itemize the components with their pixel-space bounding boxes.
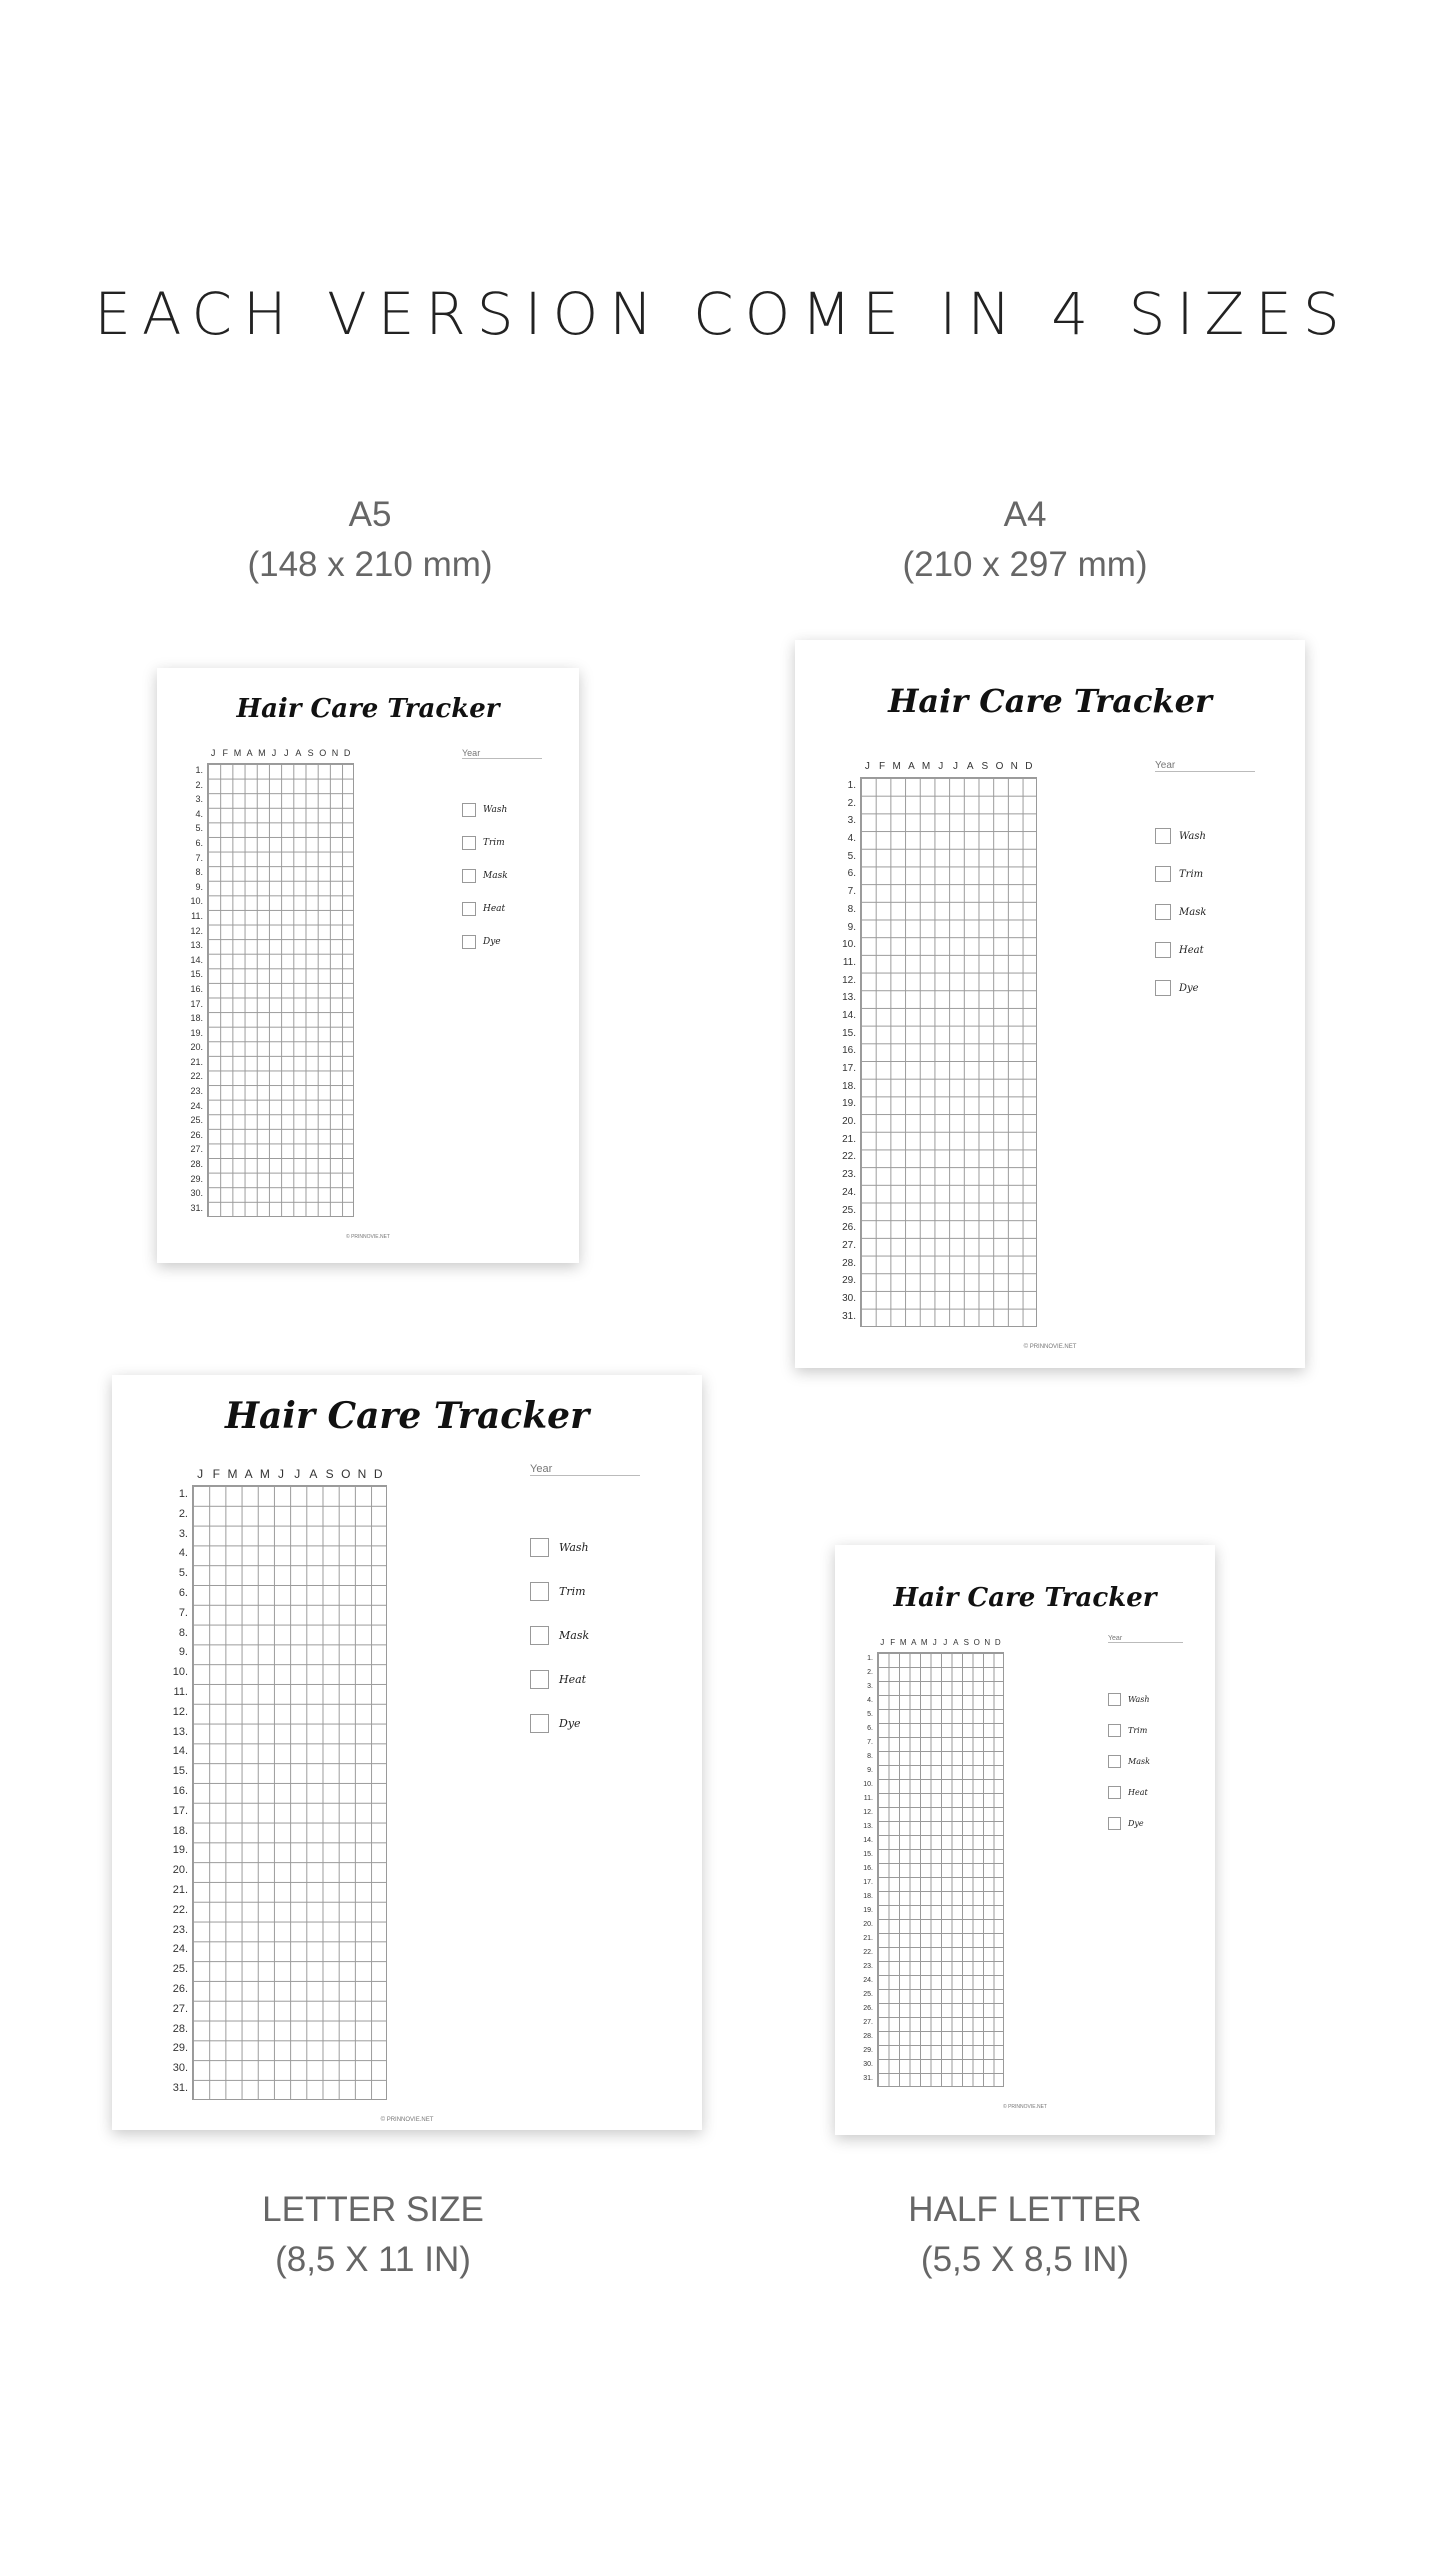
- legend-item[interactable]: [530, 1714, 589, 1733]
- day-number: 7.: [867, 1739, 873, 1746]
- day-number: 18.: [842, 1080, 856, 1092]
- checkbox[interactable]: [530, 1670, 549, 1689]
- size-label-half-letter: [765, 2185, 1285, 2285]
- month-label: J: [271, 748, 277, 758]
- size-name: A5: [348, 495, 392, 534]
- day-number: 2.: [195, 779, 203, 790]
- day-number: 1.: [195, 765, 203, 775]
- day-number: 4.: [178, 1547, 188, 1560]
- day-number: 30.: [842, 1292, 856, 1304]
- day-number: 1.: [178, 1488, 188, 1500]
- month-label: N: [984, 1638, 991, 1647]
- legend-item[interactable]: [530, 1626, 589, 1645]
- tracker-title: Hair Care Tracker: [888, 682, 1212, 720]
- day-number: 29.: [842, 1275, 856, 1287]
- month-label: J: [197, 1467, 204, 1481]
- month-label: O: [341, 1467, 351, 1481]
- day-number: 7.: [178, 1606, 188, 1619]
- month-header: [877, 1638, 1003, 1647]
- day-number: 5.: [195, 823, 203, 834]
- day-number: 18.: [190, 1013, 203, 1024]
- month-label: N: [331, 748, 339, 758]
- day-number: 29.: [863, 2047, 873, 2054]
- footer-credit: © PRINNOVIE.NET: [380, 2116, 434, 2123]
- day-number: 25.: [172, 1963, 188, 1976]
- size-label-a4: [765, 490, 1285, 590]
- day-number: 24.: [190, 1100, 203, 1111]
- day-number: 26.: [842, 1222, 856, 1234]
- legend-label: Wash: [1179, 830, 1206, 842]
- day-number: 2.: [178, 1507, 188, 1520]
- day-number: 18.: [863, 1893, 873, 1900]
- legend-label: Wash: [483, 805, 508, 815]
- day-number: 27.: [172, 2002, 188, 2015]
- legend-item[interactable]: [530, 1670, 589, 1689]
- day-number: 19.: [842, 1098, 856, 1110]
- day-number: 6.: [178, 1586, 188, 1599]
- month-label: A: [953, 1638, 959, 1647]
- day-number: 20.: [190, 1042, 203, 1053]
- month-label: F: [212, 1467, 220, 1481]
- legend-label: Dye: [1179, 982, 1199, 994]
- day-number: 20.: [842, 1116, 856, 1128]
- day-number: 11.: [842, 956, 856, 968]
- day-number: 17.: [172, 1804, 188, 1817]
- day-number: 11.: [191, 910, 203, 921]
- size-dimensions: (210 x 297 mm): [902, 545, 1148, 584]
- month-label: J: [278, 1467, 285, 1481]
- month-label: J: [943, 1638, 948, 1647]
- day-number: 8.: [195, 867, 203, 878]
- day-number: 16.: [172, 1784, 188, 1797]
- day-number: 22.: [172, 1903, 188, 1916]
- tracker-grid[interactable]: [877, 1652, 1004, 2087]
- legend-label: Trim: [559, 1585, 586, 1598]
- day-number: 25.: [190, 1115, 203, 1126]
- size-dimensions: (8,5 X 11 IN): [275, 2240, 471, 2279]
- day-number: 22.: [863, 1949, 873, 1956]
- day-number: 24.: [863, 1977, 873, 1984]
- size-name: LETTER SIZE: [262, 2190, 484, 2229]
- day-number: 23.: [842, 1169, 856, 1181]
- day-number: 26.: [172, 1982, 188, 1995]
- legend-label: Wash: [1128, 1695, 1150, 1704]
- month-label: A: [295, 748, 302, 758]
- checkbox[interactable]: [530, 1582, 549, 1601]
- day-number: 27.: [190, 1144, 203, 1155]
- day-number: 21.: [172, 1883, 188, 1896]
- size-label-a5: [110, 490, 630, 590]
- day-number: 31.: [842, 1310, 856, 1322]
- legend-label: Trim: [1128, 1726, 1148, 1735]
- month-label: A: [309, 1467, 318, 1481]
- day-number: 5.: [867, 1711, 873, 1718]
- legend-item[interactable]: [1155, 904, 1206, 920]
- day-number: 5.: [847, 850, 856, 862]
- tracker-title: Hair Care Tracker: [224, 1395, 590, 1437]
- legend-label: Trim: [1179, 868, 1204, 880]
- month-label: J: [283, 748, 289, 758]
- day-number: 28.: [190, 1159, 203, 1170]
- legend-item[interactable]: [1108, 1817, 1150, 1830]
- day-number: 30.: [172, 2062, 188, 2075]
- year-field[interactable]: Year: [1108, 1635, 1183, 1643]
- checkbox[interactable]: [1108, 1755, 1121, 1768]
- day-number: 21.: [842, 1133, 856, 1145]
- size-label-letter: [113, 2185, 633, 2285]
- legend-label: Wash: [559, 1541, 589, 1554]
- legend-label: Mask: [1179, 906, 1207, 918]
- legend: [462, 803, 508, 949]
- month-label: S: [981, 761, 989, 772]
- month-label: F: [222, 748, 229, 758]
- month-label: A: [244, 1467, 253, 1481]
- legend-item[interactable]: [1108, 1724, 1150, 1737]
- day-number: 9.: [847, 921, 856, 933]
- day-number: 12.: [190, 925, 203, 936]
- day-number: 4.: [195, 808, 203, 819]
- day-number: 8.: [178, 1626, 188, 1639]
- legend-label: Mask: [1128, 1757, 1150, 1766]
- legend-label: Heat: [1179, 944, 1204, 956]
- day-number: 24.: [172, 1943, 188, 1956]
- checkbox[interactable]: [462, 935, 476, 949]
- legend: [1155, 828, 1206, 996]
- legend-label: Dye: [559, 1717, 581, 1730]
- day-numbers: [181, 763, 203, 1215]
- legend-item[interactable]: [462, 803, 508, 817]
- day-number: 16.: [190, 983, 203, 994]
- month-label: D: [1025, 761, 1033, 772]
- year-field[interactable]: Year: [530, 1463, 640, 1476]
- month-label: J: [210, 748, 216, 758]
- day-number: 12.: [863, 1809, 873, 1816]
- month-label: D: [373, 1467, 383, 1481]
- day-number: 20.: [863, 1921, 873, 1928]
- day-number: 8.: [847, 903, 856, 915]
- day-number: 7.: [195, 852, 203, 863]
- day-number: 30.: [190, 1188, 203, 1199]
- month-label: D: [994, 1638, 1001, 1647]
- day-number: 10.: [190, 896, 203, 907]
- month-label: M: [921, 761, 931, 772]
- day-number: 4.: [847, 833, 856, 845]
- month-label: F: [878, 761, 886, 772]
- day-number: 26.: [190, 1129, 203, 1140]
- day-numbers: [834, 777, 856, 1325]
- footer-credit: © PRINNOVIE.NET: [346, 1233, 390, 1240]
- month-label: S: [307, 748, 314, 758]
- legend-label: Heat: [483, 904, 506, 914]
- month-label: O: [995, 761, 1004, 772]
- day-number: 6.: [867, 1725, 873, 1732]
- day-number: 7.: [847, 886, 856, 898]
- day-number: 28.: [863, 2033, 873, 2040]
- checkbox[interactable]: [530, 1538, 549, 1557]
- day-number: 13.: [863, 1823, 873, 1830]
- size-name: A4: [1003, 495, 1047, 534]
- legend-item[interactable]: [462, 902, 508, 916]
- day-number: 21.: [190, 1056, 203, 1067]
- legend-item[interactable]: [1108, 1786, 1150, 1799]
- day-number: 18.: [172, 1824, 188, 1837]
- month-label: J: [952, 761, 958, 772]
- legend-label: Trim: [483, 838, 505, 848]
- page-headline: EACH VERSION COME IN 4 SIZES: [94, 280, 1351, 348]
- month-label: J: [880, 1638, 885, 1647]
- day-number: 10.: [863, 1781, 873, 1788]
- legend-item[interactable]: [462, 869, 508, 883]
- day-number: 8.: [867, 1753, 873, 1760]
- day-number: 30.: [863, 2061, 873, 2068]
- day-number: 28.: [842, 1257, 856, 1269]
- day-number: 17.: [190, 998, 203, 1009]
- legend-label: Dye: [1128, 1819, 1144, 1828]
- tracker-grid[interactable]: [192, 1485, 387, 2100]
- day-number: 15.: [863, 1851, 873, 1858]
- day-number: 14.: [842, 1009, 856, 1021]
- day-number: 14.: [172, 1745, 188, 1758]
- day-number: 23.: [190, 1086, 203, 1097]
- legend: [1108, 1693, 1150, 1830]
- month-label: N: [357, 1467, 367, 1481]
- legend-item[interactable]: [530, 1582, 589, 1601]
- day-number: 6.: [847, 868, 856, 880]
- day-number: 4.: [867, 1697, 873, 1704]
- day-number: 22.: [190, 1071, 203, 1082]
- legend-label: Mask: [483, 871, 508, 881]
- month-header: [207, 748, 353, 758]
- day-number: 15.: [172, 1765, 188, 1778]
- day-number: 3.: [847, 815, 856, 827]
- day-number: 2.: [867, 1669, 873, 1676]
- checkbox[interactable]: [462, 836, 476, 850]
- day-number: 13.: [172, 1725, 188, 1738]
- footer-credit: © PRINNOVIE.NET: [1003, 2104, 1047, 2110]
- month-label: J: [864, 761, 870, 772]
- month-header: [860, 761, 1036, 772]
- day-number: 28.: [172, 2022, 188, 2035]
- month-label: M: [258, 748, 266, 758]
- day-number: 23.: [172, 1923, 188, 1936]
- legend-label: Mask: [559, 1629, 590, 1642]
- size-dimensions: (5,5 X 8,5 IN): [920, 2240, 1130, 2279]
- day-number: 14.: [863, 1837, 873, 1844]
- legend-item[interactable]: [1155, 980, 1206, 996]
- month-label: O: [973, 1638, 980, 1647]
- legend: [530, 1538, 589, 1733]
- legend-item[interactable]: [462, 836, 508, 850]
- sheet-half-letter: [835, 1545, 1215, 2135]
- tracker-title: Hair Care Tracker: [893, 1583, 1157, 1613]
- day-number: 12.: [172, 1705, 188, 1718]
- legend-label: Heat: [559, 1673, 587, 1686]
- legend-label: Dye: [483, 937, 501, 947]
- sheet-a4: [795, 640, 1305, 1368]
- tracker-grid[interactable]: [207, 763, 354, 1217]
- day-number: 10.: [842, 939, 856, 951]
- checkbox[interactable]: [1108, 1786, 1121, 1799]
- month-label: D: [343, 748, 351, 758]
- day-number: 19.: [190, 1027, 203, 1038]
- day-number: 3.: [867, 1683, 873, 1690]
- month-label: M: [259, 1467, 270, 1481]
- day-number: 16.: [842, 1045, 856, 1057]
- size-dimensions: (148 x 210 mm): [247, 545, 493, 584]
- day-numbers: [166, 1485, 188, 2099]
- month-label: O: [319, 748, 327, 758]
- sheet-a5: [157, 668, 579, 1263]
- tracker-title: Hair Care Tracker: [236, 694, 500, 724]
- month-label: M: [899, 1638, 907, 1647]
- month-label: A: [966, 761, 974, 772]
- month-label: N: [1010, 761, 1018, 772]
- month-label: A: [911, 1638, 917, 1647]
- legend-item[interactable]: [1155, 942, 1206, 958]
- day-number: 19.: [863, 1907, 873, 1914]
- checkbox[interactable]: [1155, 904, 1171, 920]
- day-number: 21.: [863, 1935, 873, 1942]
- day-number: 10.: [172, 1666, 188, 1679]
- day-number: 13.: [842, 992, 856, 1004]
- day-number: 25.: [842, 1204, 856, 1216]
- month-label: F: [890, 1638, 896, 1647]
- day-number: 1.: [867, 1655, 873, 1662]
- day-number: 14.: [190, 954, 203, 965]
- checkbox[interactable]: [1108, 1693, 1121, 1706]
- checkbox[interactable]: [1108, 1724, 1121, 1737]
- legend-item[interactable]: [1155, 866, 1206, 882]
- day-number: 17.: [863, 1879, 873, 1886]
- day-number: 25.: [863, 1991, 873, 1998]
- day-number: 22.: [842, 1151, 856, 1163]
- day-number: 3.: [195, 794, 203, 805]
- day-number: 15.: [190, 969, 203, 980]
- checkbox[interactable]: [530, 1714, 549, 1733]
- day-number: 6.: [195, 837, 203, 848]
- checkbox[interactable]: [1108, 1817, 1121, 1830]
- day-number: 26.: [863, 2005, 873, 2012]
- day-number: 19.: [172, 1844, 188, 1857]
- day-number: 24.: [842, 1186, 856, 1198]
- day-number: 11.: [863, 1795, 873, 1802]
- checkbox[interactable]: [530, 1626, 549, 1645]
- month-label: S: [963, 1638, 969, 1647]
- day-number: 3.: [178, 1527, 188, 1540]
- month-header: [192, 1467, 386, 1481]
- day-number: 9.: [867, 1767, 873, 1774]
- legend-item[interactable]: [1108, 1755, 1150, 1768]
- month-label: A: [246, 748, 253, 758]
- year-field[interactable]: Year: [1155, 760, 1255, 772]
- month-label: M: [892, 761, 901, 772]
- day-number: 13.: [190, 940, 203, 951]
- checkbox[interactable]: [1155, 942, 1171, 958]
- day-number: 31.: [172, 2081, 188, 2094]
- checkbox[interactable]: [1155, 866, 1171, 882]
- day-number: 27.: [863, 2019, 873, 2026]
- footer-credit: © PRINNOVIE.NET: [1023, 1343, 1077, 1350]
- month-label: M: [227, 1467, 238, 1481]
- month-label: M: [920, 1638, 928, 1647]
- day-number: 16.: [863, 1865, 873, 1872]
- day-number: 31.: [863, 2075, 873, 2082]
- legend-item[interactable]: [1155, 828, 1206, 844]
- day-number: 31.: [190, 1202, 203, 1213]
- month-label: J: [932, 1638, 937, 1647]
- day-number: 5.: [178, 1567, 188, 1580]
- day-number: 2.: [847, 797, 856, 809]
- day-number: 29.: [190, 1173, 203, 1184]
- day-number: 17.: [842, 1063, 856, 1074]
- month-label: M: [233, 748, 242, 758]
- day-number: 29.: [172, 2042, 188, 2055]
- month-label: A: [908, 761, 915, 772]
- legend-label: Heat: [1128, 1788, 1148, 1797]
- tracker-grid[interactable]: [860, 777, 1037, 1327]
- day-number: 23.: [863, 1963, 873, 1970]
- checkbox[interactable]: [462, 902, 476, 916]
- day-numbers: [851, 1652, 873, 2086]
- legend-item[interactable]: [1108, 1693, 1150, 1706]
- checkbox[interactable]: [1155, 828, 1171, 844]
- size-name: HALF LETTER: [908, 2190, 1142, 2229]
- month-label: S: [325, 1467, 334, 1481]
- month-label: J: [294, 1467, 301, 1481]
- checkbox[interactable]: [1155, 980, 1171, 996]
- day-number: 20.: [172, 1864, 188, 1877]
- year-field[interactable]: Year: [462, 748, 542, 759]
- day-number: 1.: [847, 780, 856, 791]
- day-number: 11.: [173, 1685, 188, 1698]
- day-number: 15.: [842, 1027, 856, 1039]
- sheet-letter: [112, 1375, 702, 2130]
- checkbox[interactable]: [462, 803, 476, 817]
- legend-item[interactable]: [462, 935, 508, 949]
- month-label: J: [938, 761, 944, 772]
- checkbox[interactable]: [462, 869, 476, 883]
- day-number: 9.: [178, 1646, 188, 1659]
- legend-item[interactable]: [530, 1538, 589, 1557]
- day-number: 27.: [842, 1239, 856, 1251]
- day-number: 12.: [842, 974, 856, 986]
- day-number: 9.: [195, 881, 203, 892]
